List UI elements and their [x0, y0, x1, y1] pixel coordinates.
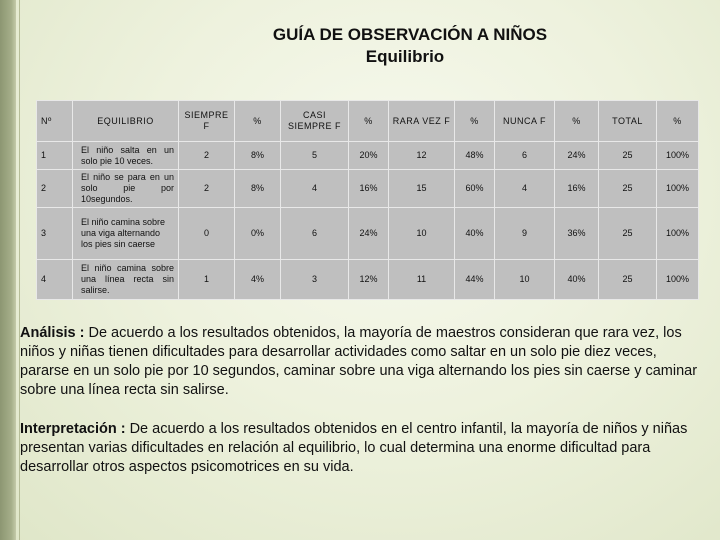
value-cell: 100%	[657, 208, 699, 260]
header-cell: %	[657, 101, 699, 142]
value-cell: 2	[179, 142, 235, 170]
interpretation-label: Interpretación :	[20, 421, 126, 437]
value-cell: 44%	[455, 260, 495, 300]
value-cell: 25	[599, 142, 657, 170]
value-cell: 40%	[555, 260, 599, 300]
row-number: 3	[37, 208, 73, 260]
value-cell: 20%	[349, 142, 389, 170]
value-cell: 1	[179, 260, 235, 300]
value-cell: 10	[389, 208, 455, 260]
table-row	[37, 170, 699, 208]
analysis-paragraph	[20, 324, 708, 400]
analysis-label: Análisis :	[20, 325, 85, 341]
interpretation-paragraph	[20, 420, 708, 477]
title-block	[0, 24, 720, 68]
value-cell: 25	[599, 208, 657, 260]
header-cell: %	[455, 101, 495, 142]
value-cell: 4	[495, 170, 555, 208]
table-row	[37, 208, 699, 260]
value-cell: 11	[389, 260, 455, 300]
value-cell: 100%	[657, 142, 699, 170]
page-subtitle: Equilibrio	[365, 47, 445, 66]
header-cell: TOTAL	[599, 101, 657, 142]
observation-table	[36, 100, 699, 300]
value-cell: 10	[495, 260, 555, 300]
value-cell: 100%	[657, 260, 699, 300]
header-cell: CASI SIEMPRE F	[281, 101, 349, 142]
value-cell: 8%	[235, 142, 281, 170]
header-cell: %	[555, 101, 599, 142]
value-cell: 15	[389, 170, 455, 208]
header-cell: %	[349, 101, 389, 142]
criterion-cell: El niño salta en un solo pie 10 veces.	[73, 142, 179, 170]
value-cell: 40%	[455, 208, 495, 260]
header-cell: Nº	[37, 101, 73, 142]
criterion-cell: El niño camina sobre una línea recta sin salirse.	[73, 260, 179, 300]
criterion-cell: El niño camina sobre una viga alternando los pies sin caerse	[73, 208, 179, 260]
value-cell: 48%	[455, 142, 495, 170]
value-cell: 100%	[657, 170, 699, 208]
value-cell: 12	[389, 142, 455, 170]
value-cell: 4	[281, 170, 349, 208]
value-cell: 25	[599, 260, 657, 300]
value-cell: 25	[599, 170, 657, 208]
value-cell: 5	[281, 142, 349, 170]
value-cell: 36%	[555, 208, 599, 260]
row-number: 1	[37, 142, 73, 170]
value-cell: 9	[495, 208, 555, 260]
slide-accent-bar	[0, 0, 16, 540]
analysis-text: De acuerdo a los resultados obtenidos, la mayoría de maestros consideran que rara vez, los niños y niñas tienen dificultades para desarrollar actividades como saltar en un solo pie diez veces, pararse en un solo pie por 10 segundos, caminar sobre una viga alternando los pies sin caerse y caminar sobre una línea recta sin salirse.	[20, 325, 698, 398]
value-cell: 2	[179, 170, 235, 208]
value-cell: 24%	[349, 208, 389, 260]
page-title: GUÍA DE OBSERVACIÓN A NIÑOS	[272, 25, 548, 44]
value-cell: 12%	[349, 260, 389, 300]
value-cell: 4%	[235, 260, 281, 300]
value-cell: 60%	[455, 170, 495, 208]
value-cell: 16%	[555, 170, 599, 208]
value-cell: 24%	[555, 142, 599, 170]
value-cell: 6	[495, 142, 555, 170]
row-number: 4	[37, 260, 73, 300]
value-cell: 8%	[235, 170, 281, 208]
value-cell: 0	[179, 208, 235, 260]
value-cell: 0%	[235, 208, 281, 260]
header-cell: SIEMPRE F	[179, 101, 235, 142]
table-header-row	[37, 101, 699, 142]
criterion-cell: El niño se para en un solo pie por 10segundos.	[73, 170, 179, 208]
header-cell: NUNCA F	[495, 101, 555, 142]
interpretation-text: De acuerdo a los resultados obtenidos en el centro infantil, la mayoría de niños y niñas presentan varias dificultades en relación al equilibrio, lo cual determina una enorme dificultad para desarrollar otros aspectos psicomotrices en su vida.	[20, 421, 688, 475]
header-cell: EQUILIBRIO	[73, 101, 179, 142]
table-row	[37, 260, 699, 300]
header-cell: %	[235, 101, 281, 142]
value-cell: 6	[281, 208, 349, 260]
value-cell: 16%	[349, 170, 389, 208]
header-cell: RARA VEZ F	[389, 101, 455, 142]
value-cell: 3	[281, 260, 349, 300]
row-number: 2	[37, 170, 73, 208]
table-row	[37, 142, 699, 170]
